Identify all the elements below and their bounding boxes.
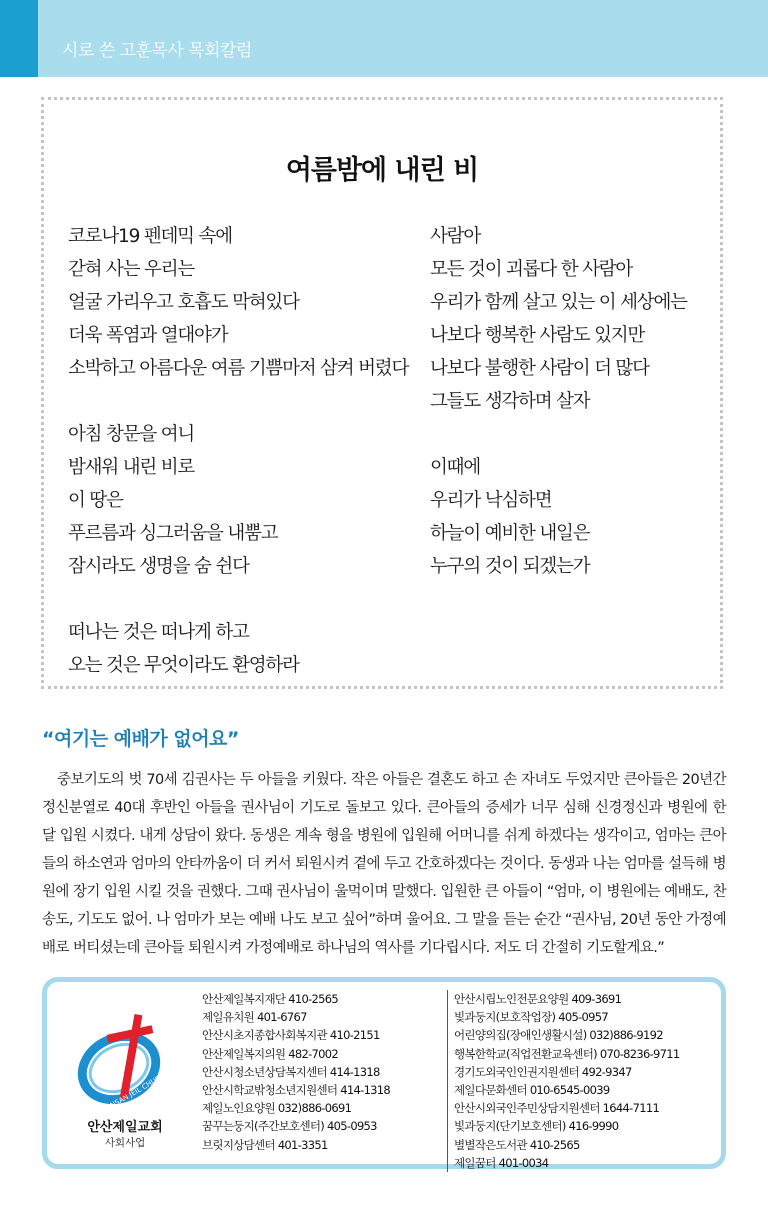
facility-item: 안산시립노인전문요양원 409-3691 [454, 992, 622, 1006]
facility-item: 안산시학교밖청소년지원센터 414-1318 [202, 1082, 391, 1097]
facility-item: 빛과둥지(단기보호센터) 416-9990 [454, 1119, 619, 1134]
poem-stanza [430, 220, 720, 418]
church-subtitle: 사회사업 [104, 1137, 146, 1149]
facility-item: 행복한학교(직업전환교육센터) 070-8236-9711 [454, 1046, 680, 1061]
facility-item: 경기도외국인인권지원센터 492-9347 [454, 1064, 632, 1079]
facility-item: 제일다문화센터 010-6545-0039 [454, 1082, 610, 1097]
poem-stanza [68, 616, 418, 682]
poem-stanza [68, 220, 418, 385]
facility-item: 브릿지상담센터 401-3351 [202, 1137, 328, 1152]
poem-line: 소박하고 아름다운 여름 기쁨마저 삼켜 버렸다 [68, 358, 409, 379]
facility-item: 안산제일복지재단 410-2565 [202, 992, 338, 1006]
poem-line: 떠나는 것은 떠나게 하고 [68, 622, 249, 643]
poem-stanza [430, 451, 720, 583]
poem-title: 여름밤에 내린 비 [285, 155, 479, 186]
poem-line: 누구의 것이 되겠는가 [430, 556, 590, 577]
facility-item: 별별작은도서관 410-2565 [454, 1137, 580, 1152]
poem-line: 우리가 낙심하면 [430, 490, 552, 511]
poem-box [41, 97, 723, 689]
facility-item: 안산시외국인주민상담지원센터 1644-7111 [454, 1101, 660, 1116]
poem-stanza [68, 418, 418, 583]
poem-line: 푸르름과 싱그러움을 내뿜고 [68, 523, 278, 544]
poem-right-column [430, 220, 720, 616]
church-logo-icon [71, 1010, 181, 1115]
poem-left-column [68, 220, 418, 715]
facility-list-right [447, 990, 724, 1172]
facility-item: 어린양의집(장애인생활시설) 032)886-9192 [454, 1028, 663, 1043]
facility-item: 빛과둥지(보호작업장) 405-0957 [454, 1010, 608, 1025]
poem-line: 얼굴 가리우고 호흡도 막혀있다 [68, 292, 299, 313]
poem-line: 코로나19 펜데믹 속에 [68, 226, 232, 247]
facility-item: 안산시청소년상담복지센터 414-1318 [202, 1064, 380, 1079]
facility-item: 제일꿈터 401-0034 [454, 1155, 549, 1170]
facility-item: 제일유치원 401-6767 [202, 1010, 307, 1025]
poem-line: 밤새워 내린 비로 [68, 457, 195, 478]
facility-list-left [202, 990, 437, 1154]
facility-item: 안산시초지종합사회복지관 410-2151 [202, 1028, 380, 1043]
poem-line: 나보다 행복한 사람도 있지만 [430, 325, 645, 346]
poem-line: 사람아 [430, 226, 481, 247]
church-name: 안산제일교회 [87, 1120, 163, 1135]
poem-line: 그들도 생각하며 살자 [430, 391, 590, 412]
poem-line: 잠시라도 생명을 숨 쉰다 [68, 556, 249, 577]
poem-line: 이때에 [430, 457, 481, 478]
header-accent-bar [0, 0, 38, 77]
poem-line: 오는 것은 무엇이라도 환영하라 [68, 655, 299, 676]
poem-line: 이 땅은 [68, 490, 123, 511]
column-heading: “여기는 예배가 없어요” [42, 728, 239, 750]
facility-item: 꿈꾸는둥지(주간보호센터) 405-0953 [202, 1119, 377, 1134]
poem-line: 나보다 불행한 사람이 더 많다 [430, 358, 649, 379]
poem-line: 우리가 함께 살고 있는 이 세상에는 [430, 292, 687, 313]
social-services-footer [42, 977, 726, 1169]
page-header [0, 0, 768, 77]
poem-line: 아침 창문을 여니 [68, 424, 195, 445]
poem-line: 갇혀 사는 우리는 [68, 259, 195, 280]
svg-text:ANSAN JEIL CHURCH: ANSAN JEIL CHURCH [104, 1069, 171, 1113]
facility-item: 제일노인요양원 032)886-0691 [202, 1101, 352, 1116]
poem-line: 하늘이 예비한 내일은 [430, 523, 590, 544]
facility-item: 안산제일복지의원 482-7002 [202, 1046, 338, 1061]
column-body: 중보기도의 벗 70세 김권사는 두 아들을 키웠다. 작은 아들은 결혼도 하고 손 자녀도 두었지만 큰아들은 20년간 정신분열로 40대 후반인 아들을 권사님이 기도로 돌보고 있다. 큰아들의 증세가 너무 심해 신경정신과 병원에 한 달 입원 시켰다. 내게 상담이 왔다. 동생은 계속 형을 병원에 입원해 어머니를 쉬게 하겠다는 생각이고, 엄마는 큰아들의 하소연과 엄마의 안타까움이 더 커서 퇴원시켜 곁에 두고 간호하겠다는 것이다. 동생과 나는 엄마를 설득해 병원에 장기 입원 시킬 것을 권했다. 그때 권사님이 울먹이며 말했다. 입원한 큰 아들이 “엄마, 이 병원에는 예배도, 찬송도, 기도도 없어. 나 엄마가 보는 예배 나도 보고 싶어”하며 울어요. 그 말을 듣는 순간 “권사님, 20년 동안 가정예배로 버티셨는데 큰아들 퇴원시켜 가정예배로 하나님의 역사를 기다립시다. 저도 더 간절히 기도할게요.” [42, 772, 726, 956]
poem-line: 더욱 폭염과 열대야가 [68, 325, 228, 346]
poem-line: 모든 것이 괴롭다 한 사람아 [430, 259, 633, 280]
header-title: 시로 쓴 고훈목사 목회칼럼 [62, 41, 252, 61]
